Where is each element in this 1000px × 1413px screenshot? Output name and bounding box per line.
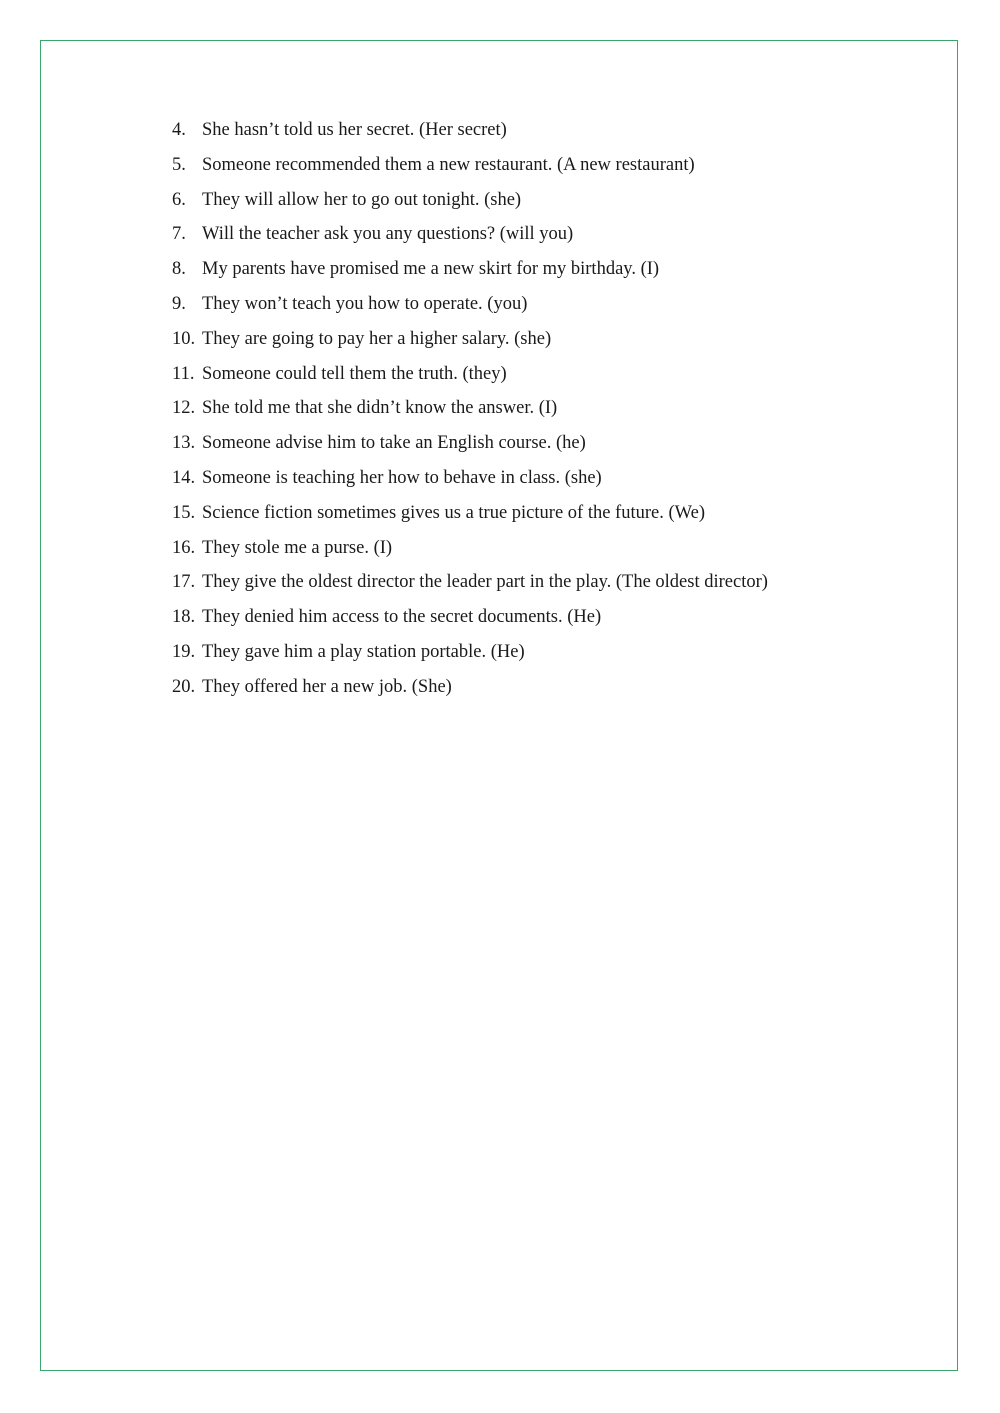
item-number: 15. (172, 502, 196, 523)
list-item (172, 496, 932, 531)
item-number: 12. (172, 398, 196, 419)
item-text: They won’t teach you how to operate. (you) (202, 293, 528, 314)
exercise-list (172, 113, 932, 705)
list-item (172, 113, 932, 148)
item-text: Someone could tell them the truth. (they) (202, 363, 507, 384)
item-text: They are going to pay her a higher salary. (she) (202, 328, 552, 349)
item-text: They offered her a new job. (She) (202, 676, 452, 697)
item-number: 16. (172, 537, 196, 558)
list-item (172, 391, 932, 426)
item-text: They stole me a purse. (I) (202, 537, 393, 558)
item-text: They denied him access to the secret documents. (He) (202, 607, 602, 628)
list-item (172, 287, 932, 322)
item-number: 20. (172, 676, 196, 697)
item-text: Someone is teaching her how to behave in class. (she) (202, 467, 602, 488)
item-text: She hasn’t told us her secret. (Her secret) (202, 120, 507, 140)
list-item (172, 217, 932, 252)
item-text: Science fiction sometimes gives us a true picture of the future. (We) (202, 502, 705, 523)
list-item (172, 426, 932, 461)
item-number: 5. (172, 154, 186, 175)
item-number: 11. (172, 363, 195, 384)
item-number: 9. (172, 293, 186, 314)
list-item (172, 565, 932, 600)
list-item (172, 600, 932, 635)
list-item (172, 148, 932, 183)
item-number: 14. (172, 467, 196, 488)
item-number: 19. (172, 641, 196, 662)
item-number: 6. (172, 189, 186, 210)
item-text: Someone recommended them a new restaurant. (A new restaurant) (202, 154, 695, 175)
list-item (172, 357, 932, 392)
list-item (172, 461, 932, 496)
item-number: 18. (172, 607, 196, 628)
list-item (172, 183, 932, 218)
list-item (172, 670, 932, 705)
item-number: 8. (172, 259, 186, 280)
item-number: 10. (172, 328, 196, 349)
list-item (172, 531, 932, 566)
list-item (172, 322, 932, 357)
item-text: They will allow her to go out tonight. (she) (202, 189, 522, 210)
item-text: They gave him a play station portable. (He) (202, 641, 525, 662)
item-text: Someone advise him to take an English course. (he) (202, 433, 586, 454)
item-number: 13. (172, 433, 196, 454)
item-text: Will the teacher ask you any questions? (will you) (202, 224, 574, 245)
item-number: 7. (172, 224, 186, 245)
item-text: They give the oldest director the leader part in the play. (The oldest director) (202, 572, 768, 593)
item-text: My parents have promised me a new skirt for my birthday. (I) (202, 259, 660, 280)
list-item (172, 635, 932, 670)
item-text: She told me that she didn’t know the answer. (I) (202, 398, 558, 419)
list-item (172, 252, 932, 287)
item-number: 17. (172, 572, 196, 593)
item-number: 4. (172, 120, 186, 140)
